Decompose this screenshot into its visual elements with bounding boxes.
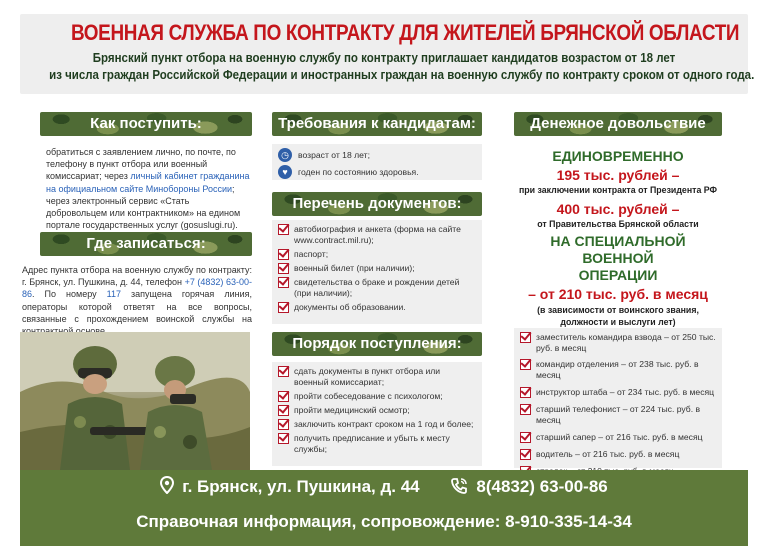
procedure-text: сдать документы в пункт отбора или военный комиссариат; xyxy=(294,366,441,387)
document-text: свидетельства о браке и рождении детей (при наличии); xyxy=(294,277,460,298)
requirements-banner: Требования к кандидатам: xyxy=(272,112,482,136)
how-to-apply-tail: ; через электронный сервис «Стать добровольцем или контрактником» на едином портале государственных услуг (gosuslugi.ru). xyxy=(46,183,241,231)
page-title: ВОЕННАЯ СЛУЖБА ПО КОНТРАКТУ ДЛЯ ЖИТЕЛЕЙ БРЯНСКОЙ ОБЛАСТИ xyxy=(70,20,740,45)
position-text: старший телефонист – от 224 тыс. руб. в месяц xyxy=(536,404,701,425)
document-item xyxy=(278,263,476,274)
subtitle-line-2: из числа граждан Российской Федерации и иностранных граждан на военную службу по контракту сроком от одного года. xyxy=(49,68,755,82)
footer xyxy=(20,470,748,546)
procedure-panel xyxy=(272,362,482,466)
footer-contacts xyxy=(20,476,748,500)
document-text: паспорт; xyxy=(294,249,329,259)
position-text: водитель – от 216 тыс. руб. в месяц xyxy=(536,449,680,459)
procedure-banner: Порядок поступления: xyxy=(272,332,482,356)
position-item xyxy=(520,359,716,381)
clock-icon: ◷ xyxy=(278,148,292,162)
footer-info: Справочная информация, сопровождение: 8-910-335-14-34 xyxy=(136,512,632,531)
checkbox-icon xyxy=(520,359,531,370)
position-item xyxy=(520,404,716,426)
checkbox-icon xyxy=(278,263,289,274)
location-pin-icon xyxy=(160,476,174,499)
requirement-item xyxy=(278,165,476,179)
procedure-section xyxy=(272,332,482,466)
procedure-item xyxy=(278,391,476,402)
where-to-sign-text xyxy=(22,264,252,337)
phone-link[interactable]: +7 (4832) 63-00-86 xyxy=(22,277,253,300)
amount-president-note: при заключении контракта от Президента РФ xyxy=(518,185,718,195)
requirement-health: годен по состоянию здоровья. xyxy=(298,166,419,177)
checkbox-icon xyxy=(278,277,289,288)
requirement-age: возраст от 18 лет; xyxy=(298,149,370,160)
document-item xyxy=(278,249,476,260)
soldiers-photo xyxy=(20,332,250,470)
documents-section xyxy=(272,192,482,324)
checkbox-icon xyxy=(520,404,531,415)
document-text: автобиография и анкета (форма на сайте www.contract.mil.ru); xyxy=(294,224,461,245)
checkbox-icon xyxy=(278,366,289,377)
position-text: заместитель командира взвода – от 250 тыс. руб. в месяц xyxy=(536,332,716,353)
hotline-link[interactable]: 117 xyxy=(106,289,122,300)
amount-president: 195 тыс. рублей – xyxy=(556,167,680,183)
procedure-item xyxy=(278,405,476,416)
subtitle-line-1: Брянский пункт отбора на военную службу по контракту приглашает кандидатов возрастом от 18 лет xyxy=(92,51,676,65)
checkbox-icon xyxy=(278,419,289,430)
document-item xyxy=(278,224,476,246)
where-to-sign-banner: Где записаться: xyxy=(40,232,252,256)
document-text: военный билет (при наличии); xyxy=(294,263,415,273)
checkbox-icon xyxy=(278,405,289,416)
checkbox-icon xyxy=(520,387,531,398)
requirement-item xyxy=(278,148,476,162)
position-text: командир отделения – от 238 тыс. руб. в месяц xyxy=(536,359,699,380)
svo-title-line2: ОПЕРАЦИИ xyxy=(578,267,658,283)
pay-section xyxy=(514,112,722,328)
procedure-item xyxy=(278,433,476,455)
position-item xyxy=(520,332,716,354)
document-text: документы об образовании. xyxy=(294,302,406,312)
checkbox-icon xyxy=(520,332,531,343)
how-to-apply-p1: обратиться с заявлением лично, по почте, по телефону в пункт отбора или военный комиссариат; через xyxy=(46,147,236,182)
monthly-pay-note: (в зависимости от воинского звания, должности и выслуги лет) xyxy=(537,305,699,327)
checkbox-icon xyxy=(520,432,531,443)
phone-icon xyxy=(450,477,468,500)
how-to-apply-banner: Как поступить: xyxy=(40,112,252,136)
checkbox-icon xyxy=(278,224,289,235)
how-to-apply-text xyxy=(40,146,252,231)
position-text: инструктор штаба – от 234 тыс. руб. в месяц xyxy=(536,387,715,397)
documents-panel xyxy=(272,220,482,324)
positions-panel xyxy=(514,328,722,468)
where-to-sign-section xyxy=(22,232,253,337)
position-item xyxy=(520,387,716,398)
mod-cabinet-link[interactable]: личный кабинет гражданина на официальном сайте Минобороны России xyxy=(46,171,250,194)
where-to-sign-p1: Адрес пункта отбора на военную службу по контракту: г. Брянск, ул. Пушкина, д. 44, телефон xyxy=(22,265,252,288)
position-item xyxy=(520,449,716,460)
procedure-item xyxy=(278,419,476,430)
checkbox-icon xyxy=(278,391,289,402)
procedure-text: пройти медицинский осмотр; xyxy=(294,405,410,415)
footer-address: г. Брянск, ул. Пушкина, д. 44 xyxy=(182,477,420,496)
lump-sum-title: ЕДИНОВРЕМЕННО xyxy=(552,148,684,164)
requirements-panel xyxy=(272,144,482,180)
soldiers-illustration xyxy=(20,332,250,470)
svo-title xyxy=(514,233,722,284)
procedure-text: получить предписание и убыть к месту службы; xyxy=(294,433,450,454)
page-subtitle xyxy=(20,50,755,84)
where-to-sign-pre: . По номеру xyxy=(32,289,97,300)
svo-title-line1: НА СПЕЦИАЛЬНОЙ ВОЕННОЙ xyxy=(550,233,686,266)
header xyxy=(20,14,755,94)
requirements-section xyxy=(272,112,482,180)
heart-icon: ♥ xyxy=(278,165,292,179)
checkbox-icon xyxy=(278,433,289,444)
procedure-item xyxy=(278,366,476,388)
amount-region-note: от Правительства Брянской области xyxy=(537,219,699,229)
position-text: старший сапер – от 216 тыс. руб. в месяц xyxy=(536,432,703,442)
checkbox-icon xyxy=(278,249,289,260)
procedure-text: пройти собеседование с психологом; xyxy=(294,391,443,401)
document-item xyxy=(278,302,476,313)
where-to-sign-p2: запущена горячая линия, операторы которой ответят на все вопросы, связанные с прохождением воинской службы на xyxy=(22,289,252,324)
footer-phone[interactable]: 8(4832) 63-00-86 xyxy=(476,477,608,496)
document-item xyxy=(278,277,476,299)
pay-banner: Денежное довольствие xyxy=(514,112,722,136)
how-to-apply-section xyxy=(40,112,252,231)
checkbox-icon xyxy=(520,449,531,460)
documents-banner: Перечень документов: xyxy=(272,192,482,216)
checkbox-icon xyxy=(278,302,289,313)
monthly-pay: – от 210 тыс. руб. в месяц xyxy=(528,286,708,302)
procedure-text: заключить контракт сроком на 1 год и более; xyxy=(294,419,474,429)
position-item xyxy=(520,432,716,443)
amount-region: 400 тыс. рублей – xyxy=(556,201,680,217)
